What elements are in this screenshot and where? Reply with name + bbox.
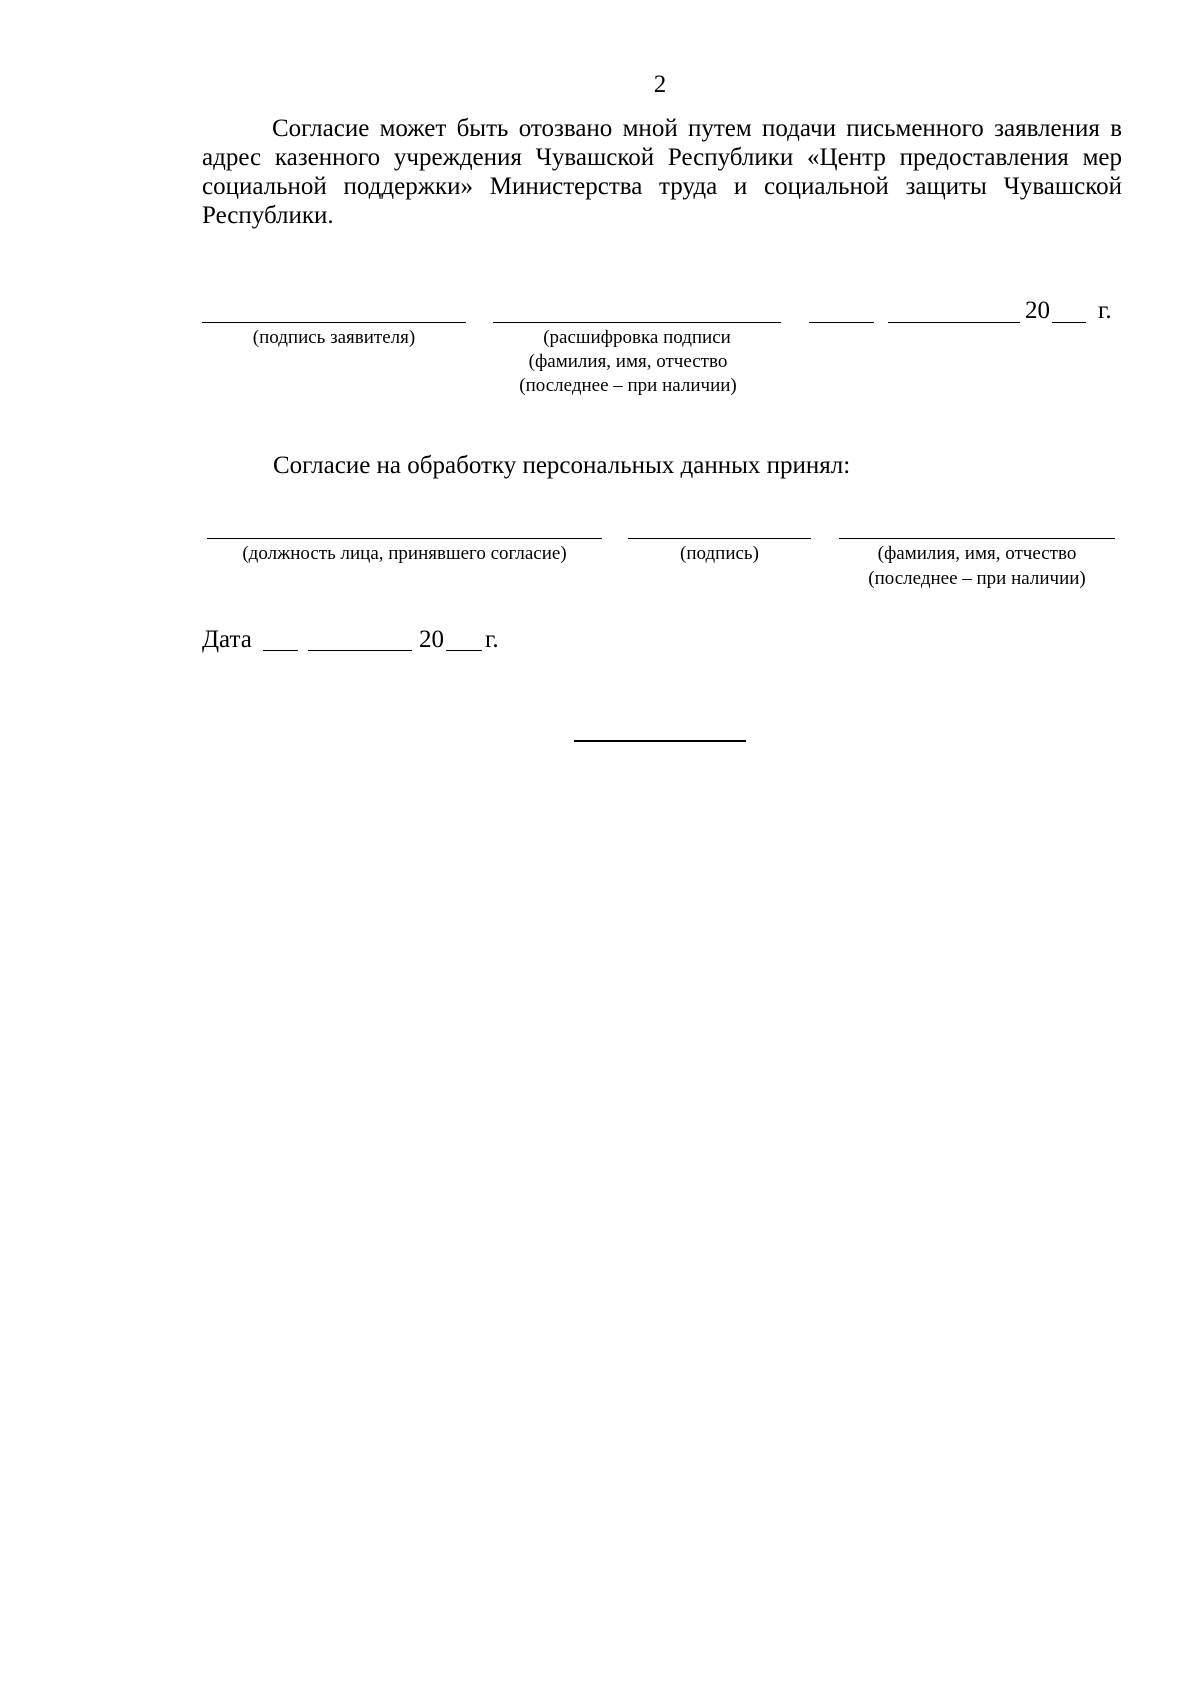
applicant-signature-caption: (подпись заявителя) [252, 327, 416, 348]
signature-decode-line[interactable] [493, 322, 781, 323]
date-month-line[interactable] [308, 650, 412, 651]
page-number: 2 [653, 71, 667, 98]
date-year-line[interactable] [446, 650, 482, 651]
applicant-date-day-line[interactable] [809, 322, 874, 323]
acceptor-name-caption-2: (последнее – при наличии) [868, 568, 1086, 589]
applicant-date-month-line[interactable] [888, 322, 1020, 323]
applicant-signature-line[interactable] [202, 322, 466, 323]
date-year-suffix: г. [485, 626, 499, 653]
applicant-date-year-suffix: г. [1098, 297, 1112, 324]
acceptor-name-line[interactable] [839, 538, 1115, 539]
signature-decode-caption-1: (расшифровка подписи [543, 327, 731, 348]
applicant-date-year-prefix: 20 [1025, 297, 1050, 324]
signature-decode-caption-3: (последнее – при наличии) [519, 375, 737, 396]
acceptor-position-caption: (должность лица, принявшего согласие) [242, 543, 567, 564]
acceptor-signature-caption: (подпись) [680, 543, 759, 564]
applicant-date-year-line[interactable] [1052, 322, 1086, 323]
date-year-prefix: 20 [419, 626, 444, 653]
acceptor-name-caption-1: (фамилия, имя, отчество [877, 543, 1077, 564]
date-label: Дата [202, 626, 252, 653]
acceptor-signature-line[interactable] [628, 538, 811, 539]
signature-decode-caption-2: (фамилия, имя, отчество [528, 351, 728, 372]
consent-revocation-paragraph: Согласие может быть отозвано мной путем подачи письменного заявления в адрес казенного учреждения Чувашской Республики «Центр предоставления мер социальной поддержки» Министерства труда и социальной защиты Чувашской Республики. [202, 115, 1122, 229]
date-day-line[interactable] [263, 650, 298, 651]
acceptance-heading: Согласие на обработку персональных данных принял: [273, 452, 851, 479]
acceptor-position-line[interactable] [207, 538, 602, 539]
closing-separator [574, 740, 746, 742]
